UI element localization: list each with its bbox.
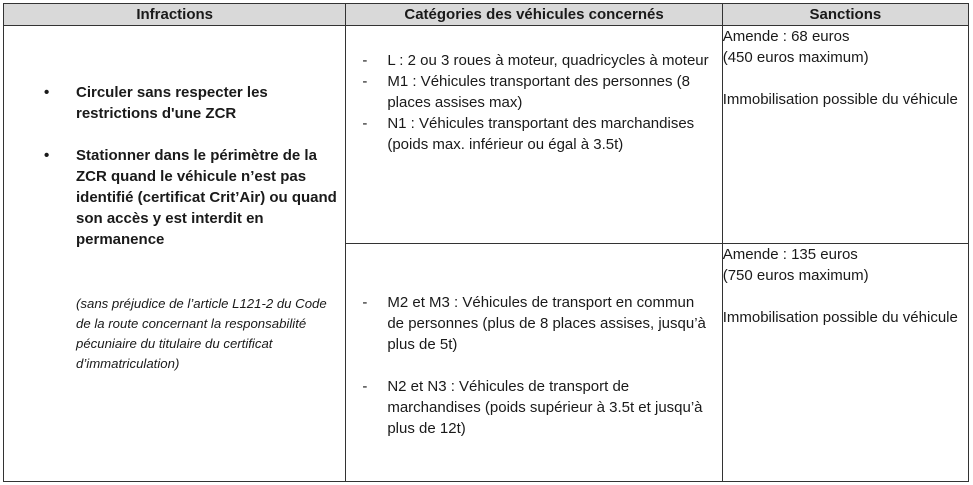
infraction-text: Stationner dans le périmètre de la ZCR quand le véhicule n’est pas identifié (certificat Crit’Air) ou quand son accès y est interdit en permanence	[76, 147, 337, 248]
table-row	[4, 26, 969, 244]
header-sanctions: Sanctions	[722, 4, 968, 26]
immobilisation-text: Immobilisation possible du véhicule	[722, 91, 958, 108]
category-text: N1 : Véhicules transportant des marchandises (poids max. inférieur ou égal à 3.5t)	[387, 115, 695, 153]
categories-cell	[346, 26, 722, 244]
dash-icon: -	[362, 294, 368, 311]
category-text: N2 et N3 : Véhicules de transport de marchandises (poids supérieur à 3.5t et jusqu’à plus de 12t)	[387, 378, 703, 437]
list-item	[346, 71, 721, 113]
category-text: M2 et M3 : Véhicules de transport en commun de personnes (plus de 8 places assises, jusqu’à plus de 5t)	[387, 294, 706, 353]
list-item	[4, 82, 344, 124]
dash-icon: -	[362, 115, 368, 132]
fine-amount: Amende : 135 euros	[722, 246, 858, 263]
dash-icon: -	[362, 52, 368, 69]
list-item	[346, 376, 721, 439]
dash-icon: -	[362, 378, 368, 395]
categories-list	[346, 26, 721, 155]
header-categories: Catégories des véhicules concernés	[346, 4, 722, 26]
infraction-text: Circuler sans respecter les restrictions d'une ZCR	[76, 84, 268, 122]
category-text: M1 : Véhicules transportant des personnes (8 places assises max)	[387, 73, 691, 111]
header-infractions: Infractions	[4, 4, 346, 26]
infractions-list	[4, 82, 344, 271]
infractions-table	[3, 3, 969, 482]
bullet-icon: •	[44, 84, 50, 101]
list-item	[346, 292, 721, 355]
category-text: L : 2 ou 3 roues à moteur, quadricycles à moteur	[387, 52, 709, 69]
categories-list	[346, 244, 721, 439]
categories-cell	[346, 244, 722, 482]
list-item	[4, 145, 344, 250]
list-item	[346, 113, 721, 155]
infractions-cell	[4, 26, 346, 482]
immobilisation-text: Immobilisation possible du véhicule	[722, 309, 958, 326]
fine-maximum: (450 euros maximum)	[722, 49, 869, 66]
fine-maximum: (750 euros maximum)	[722, 267, 869, 284]
infraction-note: (sans préjudice de l’article L121-2 du Code de la route concernant la responsabilité pécuniaire du titulaire du certificat d’immatriculation)	[76, 296, 327, 371]
sanctions-cell	[722, 244, 968, 482]
sanctions-cell	[722, 26, 968, 244]
header-row	[4, 4, 969, 26]
fine-amount: Amende : 68 euros	[722, 28, 850, 45]
bullet-icon: •	[44, 147, 50, 164]
list-item	[346, 50, 721, 71]
dash-icon: -	[362, 73, 368, 90]
